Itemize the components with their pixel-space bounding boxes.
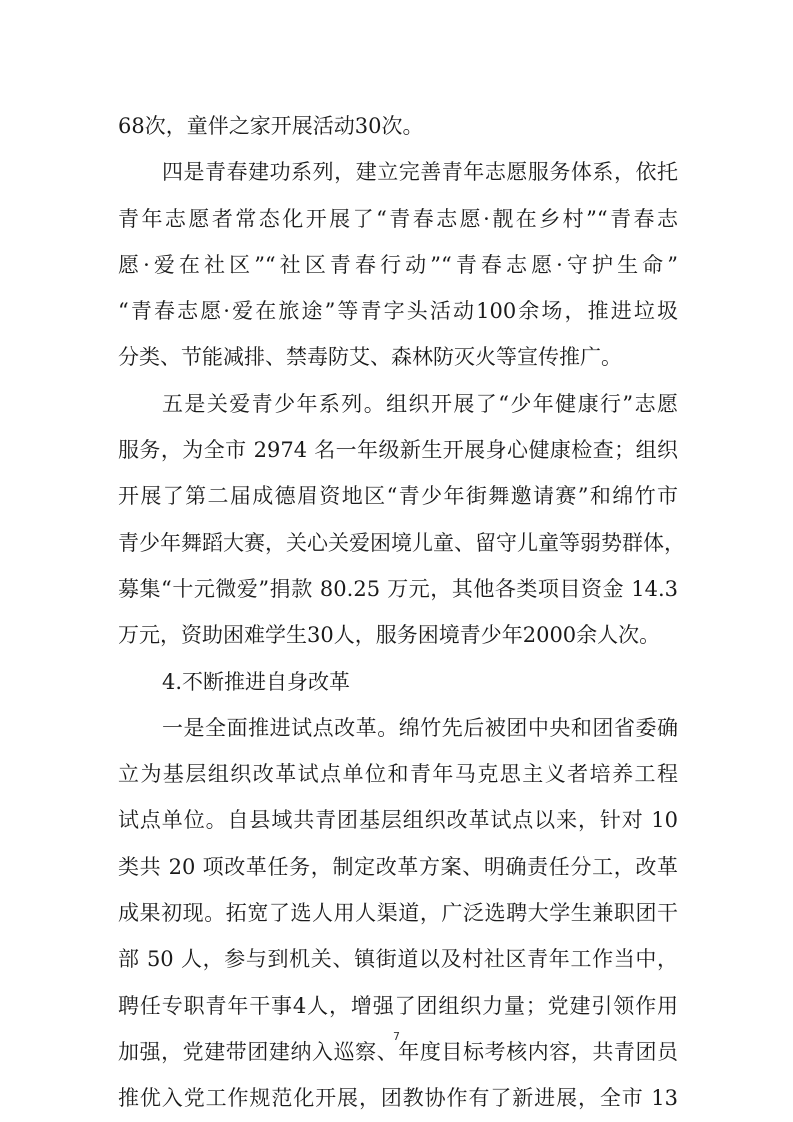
text-line: 开展了第二届成德眉资地区“青少年街舞邀请赛”和绵竹市 <box>118 484 678 509</box>
text-line: 万元，资助困难学生30人，服务困境青少年2000余人次。 <box>118 623 661 648</box>
text-line: 加强，党建带团建纳入巡察、年度目标考核内容，共青团员 <box>118 1039 678 1064</box>
text-line: 四是青春建功系列，建立完善青年志愿服务体系，依托 <box>162 160 678 185</box>
text-line: 分类、节能减排、禁毒防艾、森林防灭火等宣传推广。 <box>118 345 622 370</box>
text-line: 部 50 人，参与到机关、镇街道以及村社区青年工作当中， <box>118 947 678 972</box>
text-line: 试点单位。自县域共青团基层组织改革试点以来，针对 10 <box>118 808 678 833</box>
text-line: 募集“十元微爱”捐款 80.25 万元，其他各类项目资金 14.3 <box>118 576 678 601</box>
text-line: 类共 20 项改革任务，制定改革方案、明确责任分工，改革 <box>118 854 678 879</box>
text-line: “青春志愿·爱在旅途”等青字头活动100余场，推进垃圾 <box>118 299 678 324</box>
text-line: 68次，童伴之家开展活动30次。 <box>118 114 424 138</box>
text-line: 成果初现。拓宽了选人用人渠道，广泛选聘大学生兼职团干 <box>118 901 678 926</box>
text-line: 五是关爱青少年系列。组织开展了“少年健康行”志愿 <box>162 391 678 416</box>
text-line: 聘任专职青年干事4人，增强了团组织力量；党建引领作用 <box>118 993 678 1018</box>
text-line: 愿·爱在社区”“社区青春行动”“青春志愿·守护生命” <box>118 252 678 277</box>
body-text <box>118 103 685 1122</box>
text-line: 推优入党工作规范化开展，团教协作有了新进展，全市 13 <box>118 1086 678 1111</box>
page-number: 7 <box>393 1030 400 1043</box>
text-line: 青年志愿者常态化开展了“青春志愿·靓在乡村”“青春志 <box>118 206 678 231</box>
text-line: 一是全面推进试点改革。绵竹先后被团中央和团省委确 <box>162 715 678 740</box>
text-line: 青少年舞蹈大赛，关心关爱困境儿童、留守儿童等弱势群体， <box>118 530 685 555</box>
text-line: 4.不断推进自身改革 <box>162 669 351 694</box>
text-line: 服务，为全市 2974 名一年级新生开展身心健康检查；组织 <box>118 438 678 463</box>
text-line: 立为基层组织改革试点单位和青年马克思主义者培养工程 <box>118 762 678 787</box>
